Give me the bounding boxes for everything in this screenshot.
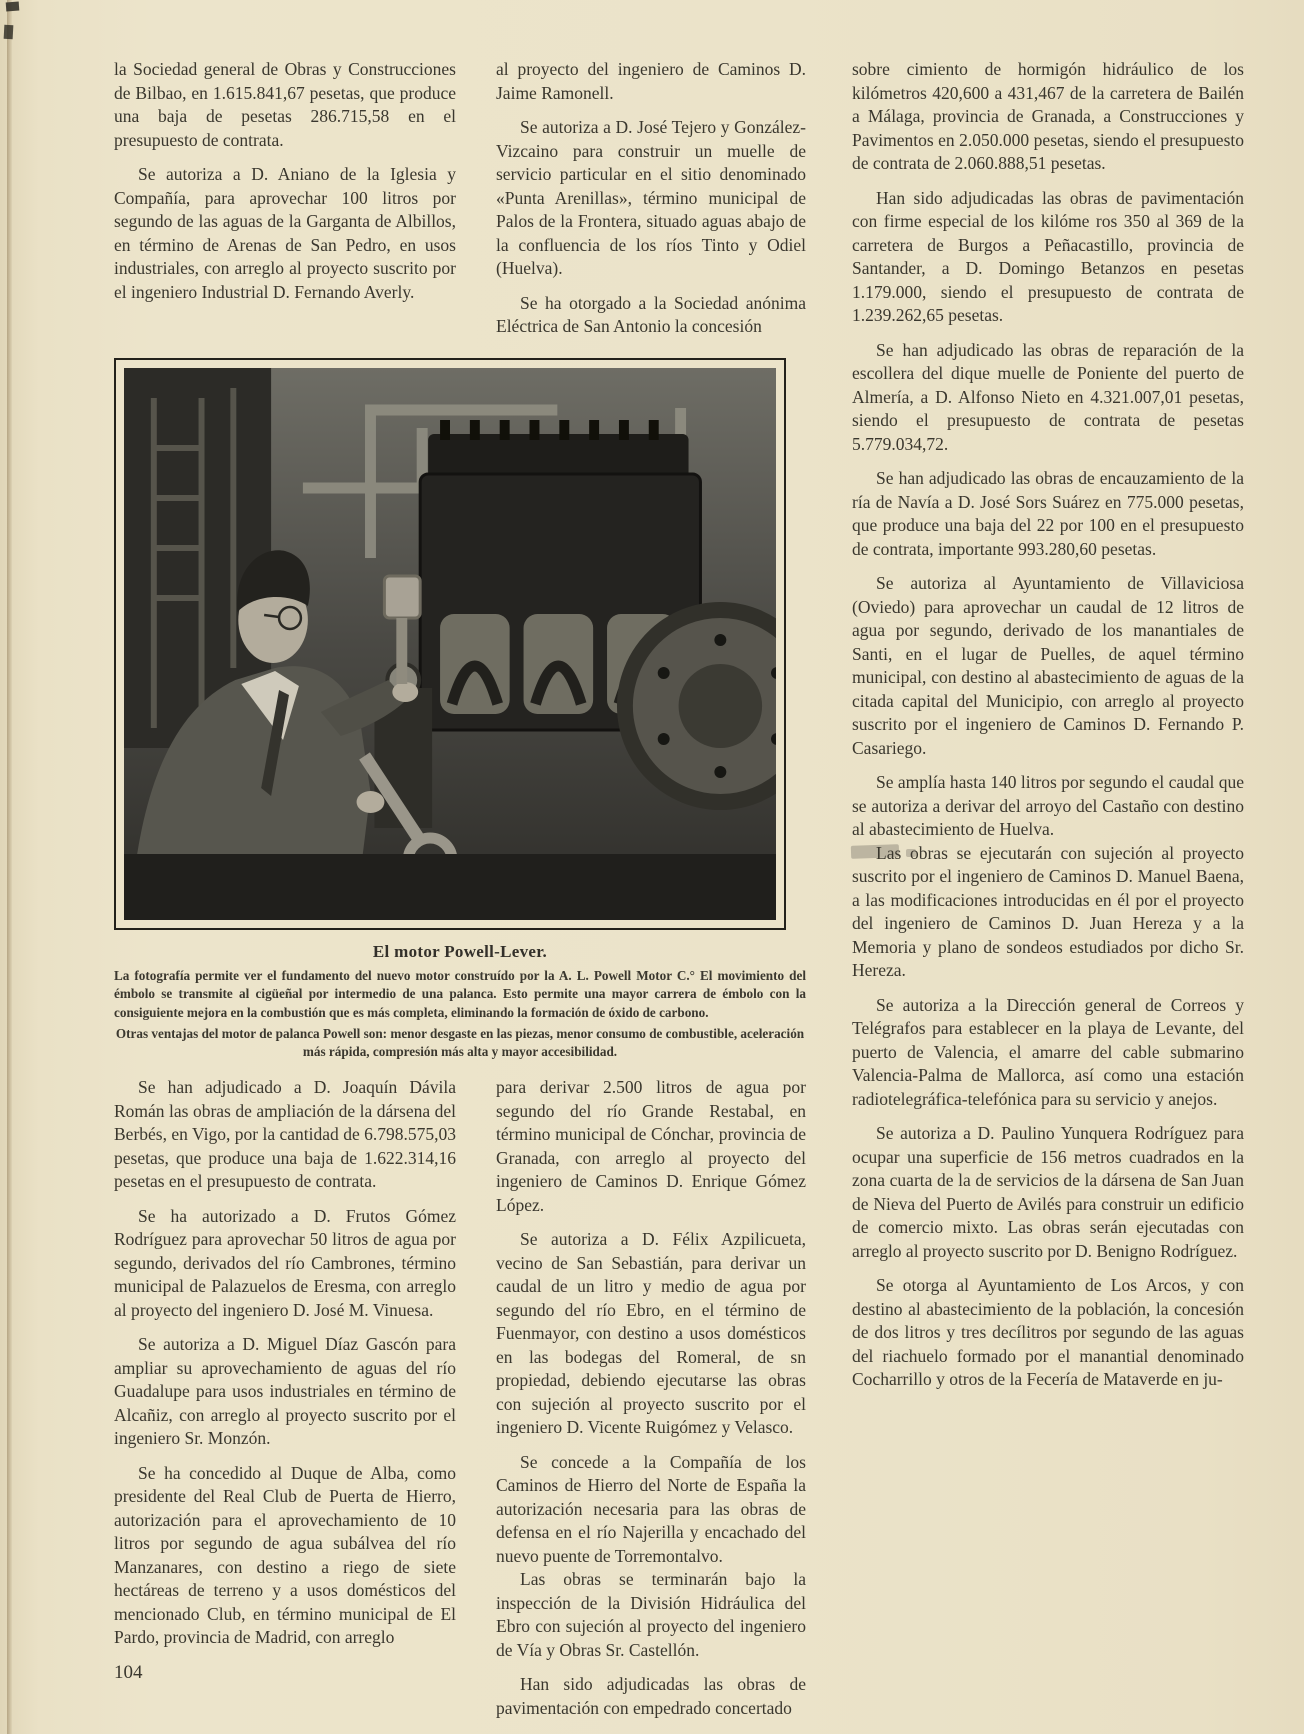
paragraph: Se autoriza a D. Paulino Yunquera Rodríguez para ocupar una superficie de 156 metros cuadrados en la zona cuarta de la de servicios de la dársena de San Juan de Nieva del Puerto de Avilés para construir un edificio de comercio mixto. Las obras serán ejecutadas con arreglo al proyecto suscrito por D. Benigno Rodríguez.	[852, 1123, 1244, 1261]
figure-caption: Otras ventajas del motor de palanca Powell son: menor desgaste en las piezas, menor consumo de combustible, aceleración más rápida, compresión más alta y mayor accesibilidad.	[115, 1025, 805, 1060]
paragraph: Se otorga al Ayuntamiento de Los Arcos, y con destino al abastecimiento de la población, la concesión de dos litros y tres decílitros por segundo de las aguas del riachuelo formado por el manantial denominado Cocharrillo y otros de la Fecería de Mataverde en ju-	[852, 1275, 1244, 1389]
paragraph: Han sido adjudicadas las obras de pavimentación con firme especial de los kilóme ros 350 al 369 de la carretera de Burgos a Peñacastillo, provincia de Santander, a D. Domingo Betanzos en pesetas 1.179.000, siendo el presupuesto de contrata de 1.239.262,65 pesetas.	[852, 187, 1244, 325]
ink-mark	[4, 25, 14, 39]
paragraph: Se autoriza a D. Félix Azpilicueta, vecino de San Sebastián, para derivar un caudal de un litro y medio de agua por segundo del río Ebro, en el término de Fuenmayor, con destino a usos domésticos en las bodegas del Romeral, de sn propiedad, debiendo ejecutarse las obras con sujeción al proyecto suscrito por el ingeniero D. Vicente Ruigómez y Velasco.	[496, 1229, 806, 1438]
powell-lever-photo	[124, 368, 776, 920]
page-fold	[7, 0, 12, 1734]
paragraph: Se autoriza a D. Aniano de la Iglesia y Compañía, para aprovechar 100 litros por segundo de las aguas de la Garganta de Albillos, en término de Arenas de San Pedro, en usos industriales, con arreglo al proyecto suscrito por el ingeniero Industrial D. Fernando Averly.	[114, 164, 456, 302]
paragraph: Han sido adjudicadas las obras de pavimentación con empedrado concertado	[496, 1674, 806, 1718]
text-column-right	[852, 58, 1244, 1731]
paragraph: para derivar 2.500 litros de agua por segundo del río Grande Restabal, en término municipal de Cónchar, provincia de Granada, con arreglo al proyecto del ingeniero de Caminos D. Enrique Gómez López.	[496, 1077, 806, 1215]
paragraph: Se ha autorizado a D. Frutos Gómez Rodríguez para aprovechar 50 litros de agua por segundo, derivados del río Cambrones, término municipal de Palazuelos de Eresma, con arreglo al proyecto del ingeniero D. José M. Vinuesa.	[114, 1205, 456, 1320]
figure-caption: La fotografía permite ver el fundamento del nuevo motor construído por la A. L. Powell Motor C.° El movimiento del émbolo se transmite al cigüeñal por intermedio de una palanca. Esto permite una mayor carrera de émbolo con la consiguiente mejora en la combustión que es más completa, eliminando la formación de óxido de carbono.	[114, 967, 806, 1020]
paragraph: Se concede a la Compañía de los Caminos de Hierro del Norte de España la autorización necesaria para las obras de defensa en el río Najerilla y encachado del nuevo puente de Torremontalvo.	[496, 1451, 806, 1566]
paragraph: Se autoriza al Ayuntamiento de Villaviciosa (Oviedo) para aprovechar un caudal de 12 litros de agua por segundo, derivado de los manantiales de Santi, en el lugar de Puelles, de aquel término municipal, con destino al abastecimiento de aguas de la citada capital del Municipio, con arreglo al proyecto suscrito por el ingeniero de Caminos D. Fernando P. Casariego.	[852, 573, 1244, 758]
left-two-column-area	[114, 58, 806, 1731]
paragraph: la Sociedad general de Obras y Construcciones de Bilbao, en 1.615.841,67 pesetas, que produce una baja de pesetas 286.715,58 en el presupuesto de contrata.	[114, 59, 456, 150]
paragraph: Se ha otorgado a la Sociedad anónima Eléctrica de San Antonio la concesión	[496, 292, 806, 336]
page-number: 104	[114, 1662, 143, 1683]
paragraph: Las obras se terminarán bajo la inspección de la División Hidráulica del Ebro con sujeción al proyecto del ingeniero de Vía y Obras Sr. Castellón.	[496, 1569, 806, 1660]
paragraph: sobre cimiento de hormigón hidráulico de los kilómetros 420,600 a 431,467 de la carretera de Bailén a Málaga, provincia de Granada, a Construcciones y Pavimentos en 2.050.000 pesetas, siendo el presupuesto de contrata de 2.060.888,51 pesetas.	[852, 59, 1244, 173]
paragraph: Se autoriza a D. José Tejero y González-Vizcaino para construir un muelle de servicio particular en el sitio denominado «Punta Arenillas», término municipal de Palos de la Frontera, situado aguas abajo de la confluencia de los ríos Tinto y Odiel (Huelva).	[496, 117, 806, 278]
paragraph: Se amplía hasta 140 litros por segundo el caudal que se autoriza a derivar del arroyo del Castaño con destino al abastecimiento de Huelva.	[852, 772, 1244, 839]
text-column-left	[114, 58, 456, 350]
figure-title: El motor Powell-Lever.	[372, 941, 548, 961]
paragraph: Se han adjudicado las obras de encauzamiento de la ría de Navía a D. José Sors Suárez en 775.000 pesetas, que produce una baja del 22 por 100 en el presupuesto de contrata, importante 993.280,60 pesetas.	[852, 468, 1244, 559]
paragraph: al proyecto del ingeniero de Caminos D. Jaime Ramonell.	[496, 59, 806, 103]
figure-frame	[114, 358, 786, 930]
paragraph: Se han adjudicado las obras de reparación de la escollera del dique muelle de Poniente del puerto de Almería, a D. Alfonso Nieto en 4.321.007,01 pesetas, siendo el presupuesto de contrata de pesetas 5.779.034,72.	[852, 339, 1244, 454]
page-content	[114, 58, 1244, 1731]
paragraph: Se ha concedido al Duque de Alba, como presidente del Real Club de Puerta de Hierro, autorización para el aprovechamiento de 10 litros por segundo de agua subálvea del río Manzanares, con destino a riego de siete hectáreas de terreno y a usos domésticos del mencionado Club, en término municipal de El Pardo, provincia de Madrid, con arreglo	[114, 1462, 456, 1648]
paragraph: Se han adjudicado a D. Joaquín Dávila Román las obras de ampliación de la dársena del Berbés, en Vigo, por la cantidad de 6.798.575,03 pesetas, que produce una baja de 1.622.314,16 pesetas en el presupuesto de contrata.	[114, 1077, 456, 1192]
text-column-middle	[496, 58, 806, 350]
powell-lever-photo-illustration	[124, 368, 776, 920]
text-column-left	[114, 1076, 456, 1731]
paragraph: Se autoriza a la Dirección general de Correos y Telégrafos para establecer en la playa de Levante, del puerto de Valencia, el amarre del cable submarino Valencia-Palma de Mallorca, así como una estación radiotelegráfica-telefónica para su servicio y anejos.	[852, 994, 1244, 1109]
ink-mark	[6, 2, 20, 12]
text-column-middle	[496, 1076, 806, 1731]
columns-above-figure	[114, 58, 806, 350]
columns-below-figure	[114, 1076, 806, 1731]
paragraph: Las obras se ejecutarán con sujeción al proyecto suscrito por el ingeniero de Caminos D. Manuel Baena, a las modificaciones introducidas en él por el proyecto del ingeniero de Caminos D. Juan Hereza y a la Memoria y plano de sondeos estudiados por dicho Sr. Hereza.	[852, 842, 1244, 980]
paragraph: Se autoriza a D. Miguel Díaz Gascón para ampliar su aprovechamiento de aguas del río Guadalupe para usos industriales en término de Alcañiz, con arreglo al proyecto suscrito por el ingeniero Sr. Monzón.	[114, 1334, 456, 1449]
flywheel	[625, 610, 776, 802]
